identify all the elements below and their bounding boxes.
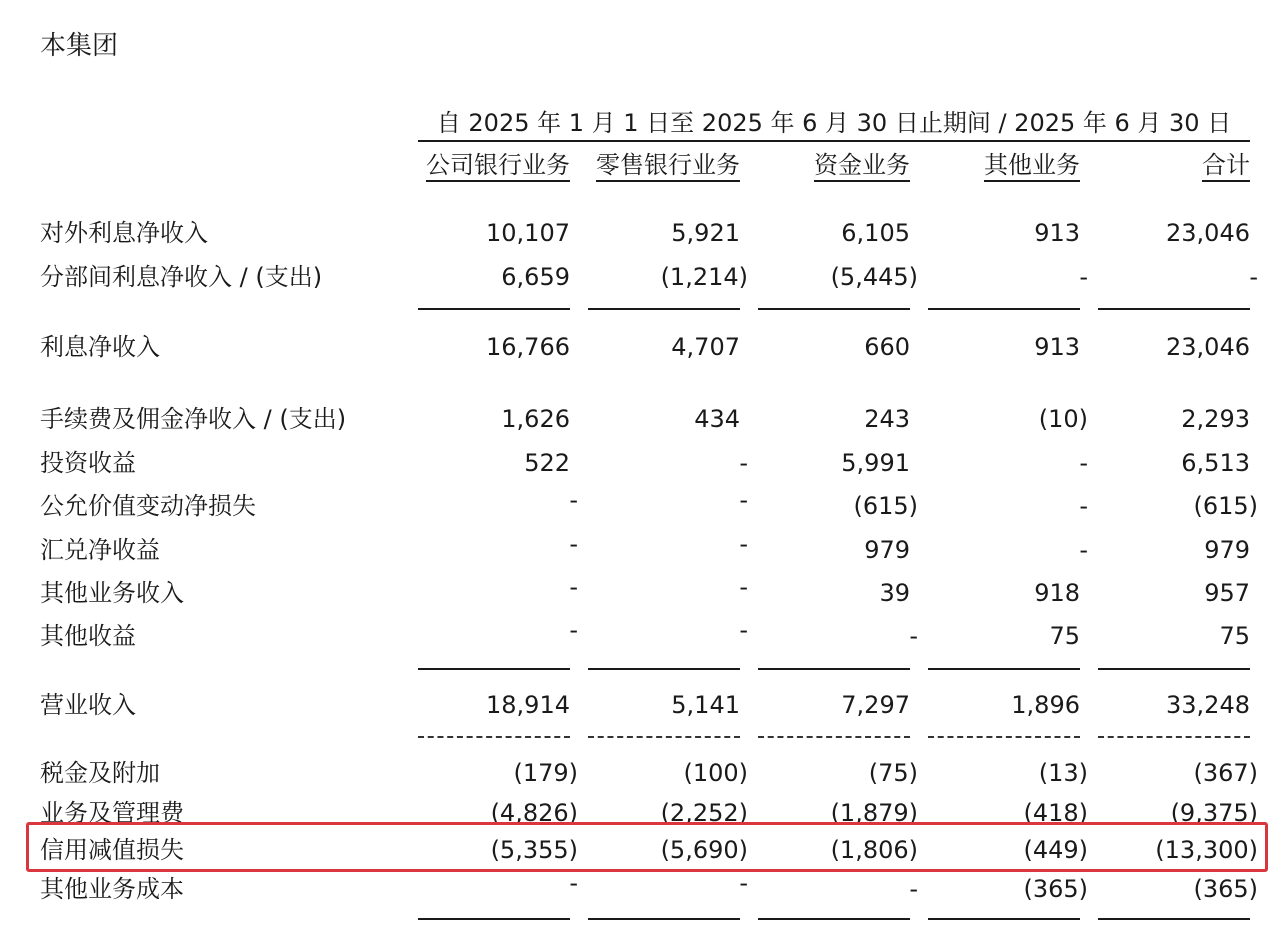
solid-rule <box>418 668 570 670</box>
table-cell: 1,626 <box>501 405 570 433</box>
column-header-label: 零售银行业务 <box>596 151 740 182</box>
table-cell: (5,355) <box>490 836 578 864</box>
row-label: 分部间利息净收入 / (支出) <box>40 263 323 291</box>
solid-rule <box>928 308 1080 310</box>
table-cell: (13,300) <box>1155 836 1258 864</box>
table-cell: 5,921 <box>671 219 740 247</box>
row-label: 信用减值损失 <box>40 836 184 864</box>
table-cell: 33,248 <box>1166 691 1250 719</box>
table-cell: (418) <box>1023 799 1088 827</box>
table-cell: (615) <box>1193 492 1258 520</box>
column-header-label: 公司银行业务 <box>426 151 570 182</box>
table-cell: - <box>1079 449 1088 477</box>
table-cell: 75 <box>1049 622 1080 650</box>
solid-rule <box>758 308 910 310</box>
table-row <box>0 444 1286 482</box>
table-cell: 39 <box>879 579 910 607</box>
table-cell: 913 <box>1034 333 1080 361</box>
table-cell: 957 <box>1204 579 1250 607</box>
table-cell: (100) <box>683 759 748 787</box>
row-label: 利息净收入 <box>40 333 160 361</box>
table-cell: - <box>739 616 748 644</box>
table-cell: - <box>569 530 578 558</box>
table-cell: 660 <box>864 333 910 361</box>
table-cell: (5,445) <box>830 263 918 291</box>
table-row <box>0 574 1286 612</box>
table-cell: (10) <box>1038 405 1088 433</box>
row-label: 其他业务成本 <box>40 875 184 903</box>
table-cell: 10,107 <box>486 219 570 247</box>
highlight-box <box>26 822 1268 872</box>
table-cell: (1,214) <box>660 263 748 291</box>
table-cell: 23,046 <box>1166 219 1250 247</box>
table-cell: 6,659 <box>501 263 570 291</box>
table-cell: (365) <box>1193 875 1258 903</box>
table-row <box>0 870 1286 908</box>
period-header: 自 2025 年 1 月 1 日至 2025 年 6 月 30 日止期间 / 2025 年 6 月 30 日 <box>418 106 1250 142</box>
table-cell: 434 <box>694 405 740 433</box>
table-cell: 979 <box>1204 536 1250 564</box>
table-cell: - <box>739 573 748 601</box>
table-cell: - <box>739 486 748 514</box>
row-label: 手续费及佣金净收入 / (支出) <box>40 405 347 433</box>
table-cell: (179) <box>513 759 578 787</box>
table-cell: 6,105 <box>841 219 910 247</box>
solid-rule <box>1098 668 1250 670</box>
row-label: 投资收益 <box>40 449 136 477</box>
column-header-label: 资金业务 <box>814 151 910 182</box>
table-cell: - <box>569 486 578 514</box>
table-cell: 6,513 <box>1181 449 1250 477</box>
table-cell: (4,826) <box>490 799 578 827</box>
dashed-rule <box>1098 736 1250 738</box>
table-cell: 5,141 <box>671 691 740 719</box>
table-cell: - <box>569 616 578 644</box>
dashed-rule <box>588 736 740 738</box>
column-header-label: 合计 <box>1202 151 1250 182</box>
table-cell: - <box>739 530 748 558</box>
table-cell: 1,896 <box>1011 691 1080 719</box>
table-cell: 243 <box>864 405 910 433</box>
table-cell: 23,046 <box>1166 333 1250 361</box>
table-cell: (365) <box>1023 875 1088 903</box>
dashed-rule <box>418 736 570 738</box>
table-cell: 4,707 <box>671 333 740 361</box>
row-label: 对外利息净收入 <box>40 219 208 247</box>
table-cell: - <box>1079 536 1088 564</box>
column-header-retail <box>588 148 740 182</box>
table-cell: - <box>1249 263 1258 291</box>
solid-rule <box>928 668 1080 670</box>
table-cell: 522 <box>524 449 570 477</box>
table-cell: 2,293 <box>1181 405 1250 433</box>
table-cell: - <box>909 622 918 650</box>
table-cell: 7,297 <box>841 691 910 719</box>
column-header-total <box>1098 148 1250 182</box>
table-row <box>0 400 1286 438</box>
table-cell: 979 <box>864 536 910 564</box>
table-cell: (615) <box>853 492 918 520</box>
table-cell: 918 <box>1034 579 1080 607</box>
solid-rule <box>758 918 910 920</box>
table-cell: 16,766 <box>486 333 570 361</box>
column-header-label: 其他业务 <box>984 151 1080 182</box>
table-cell: - <box>1079 263 1088 291</box>
table-row <box>0 754 1286 792</box>
table-cell: (5,690) <box>660 836 748 864</box>
table-cell: 913 <box>1034 219 1080 247</box>
table-cell: - <box>909 875 918 903</box>
solid-rule <box>928 918 1080 920</box>
table-cell: - <box>739 449 748 477</box>
table-cell: - <box>569 869 578 897</box>
column-header-other <box>928 148 1080 182</box>
table-row <box>0 531 1286 569</box>
table-cell: (449) <box>1023 836 1088 864</box>
solid-rule <box>588 668 740 670</box>
table-cell: (13) <box>1038 759 1088 787</box>
table-cell: - <box>739 869 748 897</box>
solid-rule <box>1098 308 1250 310</box>
row-label: 公允价值变动净损失 <box>40 492 256 520</box>
table-title: 本集团 <box>40 31 119 61</box>
solid-rule <box>418 308 570 310</box>
table-cell: 18,914 <box>486 691 570 719</box>
solid-rule <box>588 918 740 920</box>
solid-rule <box>1098 918 1250 920</box>
row-label: 其他业务收入 <box>40 579 184 607</box>
table-row <box>0 686 1286 724</box>
column-header-treasury <box>758 148 910 182</box>
row-label: 业务及管理费 <box>40 799 184 827</box>
dashed-rule <box>928 736 1080 738</box>
solid-rule <box>758 668 910 670</box>
solid-rule <box>588 308 740 310</box>
row-label: 汇兑净收益 <box>40 536 160 564</box>
table-cell: (1,806) <box>830 836 918 864</box>
table-row <box>0 214 1286 252</box>
row-label: 税金及附加 <box>40 759 160 787</box>
column-header-corporate <box>418 148 570 182</box>
table-cell: (9,375) <box>1170 799 1258 827</box>
table-row <box>0 258 1286 296</box>
dashed-rule <box>758 736 910 738</box>
table-cell: (1,879) <box>830 799 918 827</box>
solid-rule <box>418 918 570 920</box>
row-label: 营业收入 <box>40 691 136 719</box>
table-row <box>0 328 1286 366</box>
table-row <box>0 617 1286 655</box>
table-cell: (367) <box>1193 759 1258 787</box>
table-row <box>0 487 1286 525</box>
table-cell: (75) <box>868 759 918 787</box>
row-label: 其他收益 <box>40 622 136 650</box>
table-cell: - <box>1079 492 1088 520</box>
table-cell: - <box>569 573 578 601</box>
table-cell: 5,991 <box>841 449 910 477</box>
table-cell: 75 <box>1219 622 1250 650</box>
table-cell: (2,252) <box>660 799 748 827</box>
